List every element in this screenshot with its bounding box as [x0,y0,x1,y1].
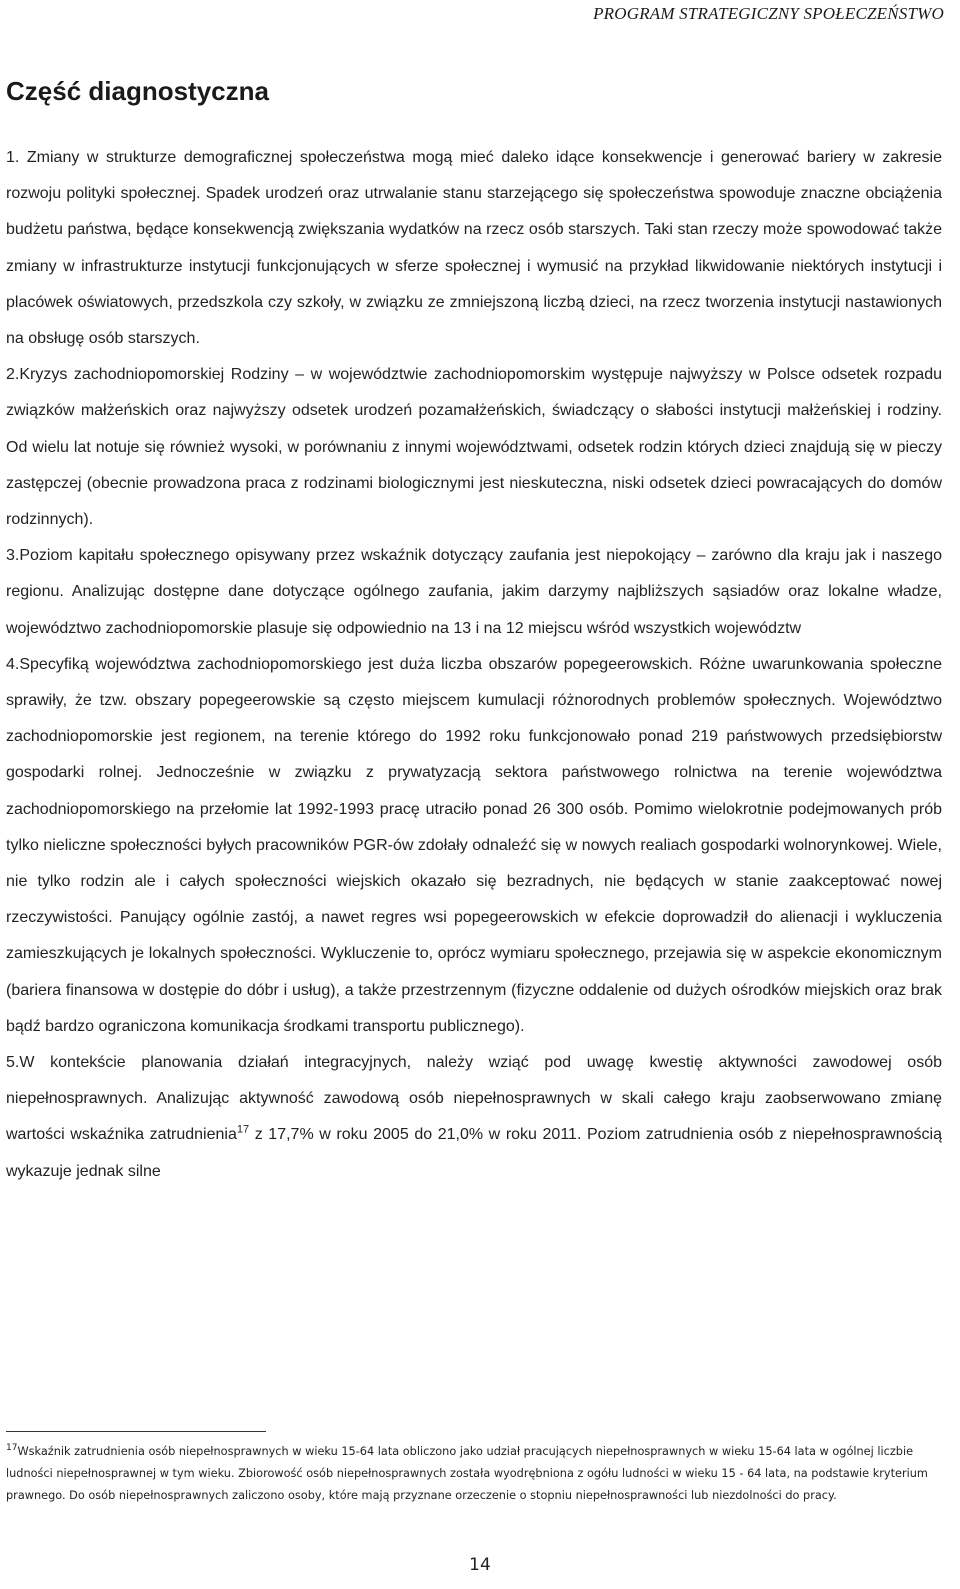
body-text [6,140,942,1190]
paragraph-4: 4.Specyfiką województwa zachodniopomorskiego jest duża liczba obszarów popegeerowskich. Różne uwarunkowania społeczne sprawiły, że tzw. obszary popegeerowskie są często miejscem kumulacji różnorodnych problemów społecznych. Województwo zachodniopomorskie jest regionem, na terenie którego do 1992 roku funkcjonowało ponad 219 państwowych przedsiębiorstw gospodarki rolnej. Jednocześnie w związku z prywatyzacją sektora państwowego rolnictwa na terenie województwa zachodniopomorskiego na przełomie lat 1992-1993 pracę utraciło ponad 26 300 osób. Pomimo wielokrotnie podejmowanych prób tylko nieliczne społeczności byłych pracowników PGR-ów zdołały odnaleźć się w nowych realiach gospodarki wolnorynkowej. Wiele, nie tylko rodzin ale i całych społeczności wiejskich okazało się bezradnych, nie będących w stanie zaakceptować nowej rzeczywistości. Panujący ogólnie zastój, a nawet regres wsi popegeerowskich w efekcie doprowadził do alienacji i wykluczenia zamieszkujących je lokalnych społeczności. Wykluczenie to, oprócz wymiaru społecznego, przejawia się w aspekcie ekonomicznym (bariera finansowa w dostępie do dóbr i usług), a także przestrzennym (fizyczne oddalenie od dużych ośrodków miejskich oraz brak bądź bardzo ograniczona komunikacja środkami transportu publicznego). [6,655,942,1035]
paragraph-3: 3.Poziom kapitału społecznego opisywany przez wskaźnik dotyczący zaufania jest niepokojący – zarówno dla kraju jak i naszego regionu. Analizując dostępne dane dotyczące ogólnego zaufania, jakim darzymy najbliższych sąsiadów oraz lokalne władze, województwo zachodniopomorskie plasuje się odpowiednio na 13 i na 12 miejscu wśród wszystkich województw [6,547,942,637]
paragraph-2: 2.Kryzys zachodniopomorskiej Rodziny – w województwie zachodniopomorskim występuje najwyższy w Polsce odsetek rozpadu związków małżeńskich oraz najwyższy odsetek urodzeń pozamałżeńskich, świadczący o słabości instytucji małżeńskiej i rodziny. Od wielu lat notuje się również wysoki, w porównaniu z innymi województwami, odsetek rodzin których dzieci znajdują się w pieczy zastępczej (obecnie prowadzona praca z rodzinami biologicznymi jest nieskuteczna, niski odsetek dzieci powracających do domów rodzinnych). [6,366,942,529]
footnote-separator [6,1431,266,1432]
footnote [6,1441,936,1508]
paragraph-5-start: 5.W kontekście planowania działań integracyjnych, należy wziąć pod uwagę kwestię aktywności zawodowej osób niepełnosprawnych. Analizując aktywność zawodową osób niepełnosprawnych w skali całego kraju zaobserwowano zmianę wartości wskaźnika zatrudnienia [6,1054,942,1144]
paragraph-5-end: z 17,7% w roku 2005 do 21,0% w roku 2011. Poziom zatrudnienia osób z niepełnosprawnością wykazuje jednak silne [6,1126,943,1180]
running-header: PROGRAM STRATEGICZNY SPOŁECZEŃSTWO [593,4,944,23]
paragraph-1: 1. Zmiany w strukturze demograficznej społeczeństwa mogą mieć daleko idące konsekwencje i generować bariery w zakresie rozwoju polityki społecznej. Spadek urodzeń oraz utrwalanie stanu starzejącego się społeczeństwa spowoduje znaczne obciążenia budżetu państwa, będące konsekwencją zwiększania wydatków na rzecz osób starszych. Taki stan rzeczy może spowodować także zmiany w infrastrukturze instytucji funkcjonujących w sferze społecznej i wymusić na przykład likwidowanie niektórych instytucji i placówek oświatowych, przedszkola czy szkoły, w związku ze zmniejszoną liczbą dzieci, na rzecz tworzenia instytucji nastawionych na obsługę osób starszych. [6,149,942,348]
paragraph-5 [6,1045,942,1190]
page-number: 14 [469,1555,491,1575]
footnote-reference[interactable]: 17 [236,1124,250,1137]
footnote-number: 17 [6,1443,18,1454]
footnote-text: Wskaźnik zatrudnienia osób niepełnosprawnych w wieku 15-64 lata obliczono jako udział pracujących niepełnosprawnych w wieku 15-64 lata w ogólnej liczbie ludności niepełnosprawnej w tym wieku. Zbiorowość osób niepełnosprawnych została wyodrębniona z ogółu ludności w wieku 15 - 64 lata, na podstawie kryterium prawnego. Do osób niepełnosprawnych zaliczono osoby, które mają przyznane orzeczenie o stopniu niepełnosprawności lub niezdolności do pracy. [6,1445,928,1503]
section-title: Część diagnostyczna [6,76,269,106]
